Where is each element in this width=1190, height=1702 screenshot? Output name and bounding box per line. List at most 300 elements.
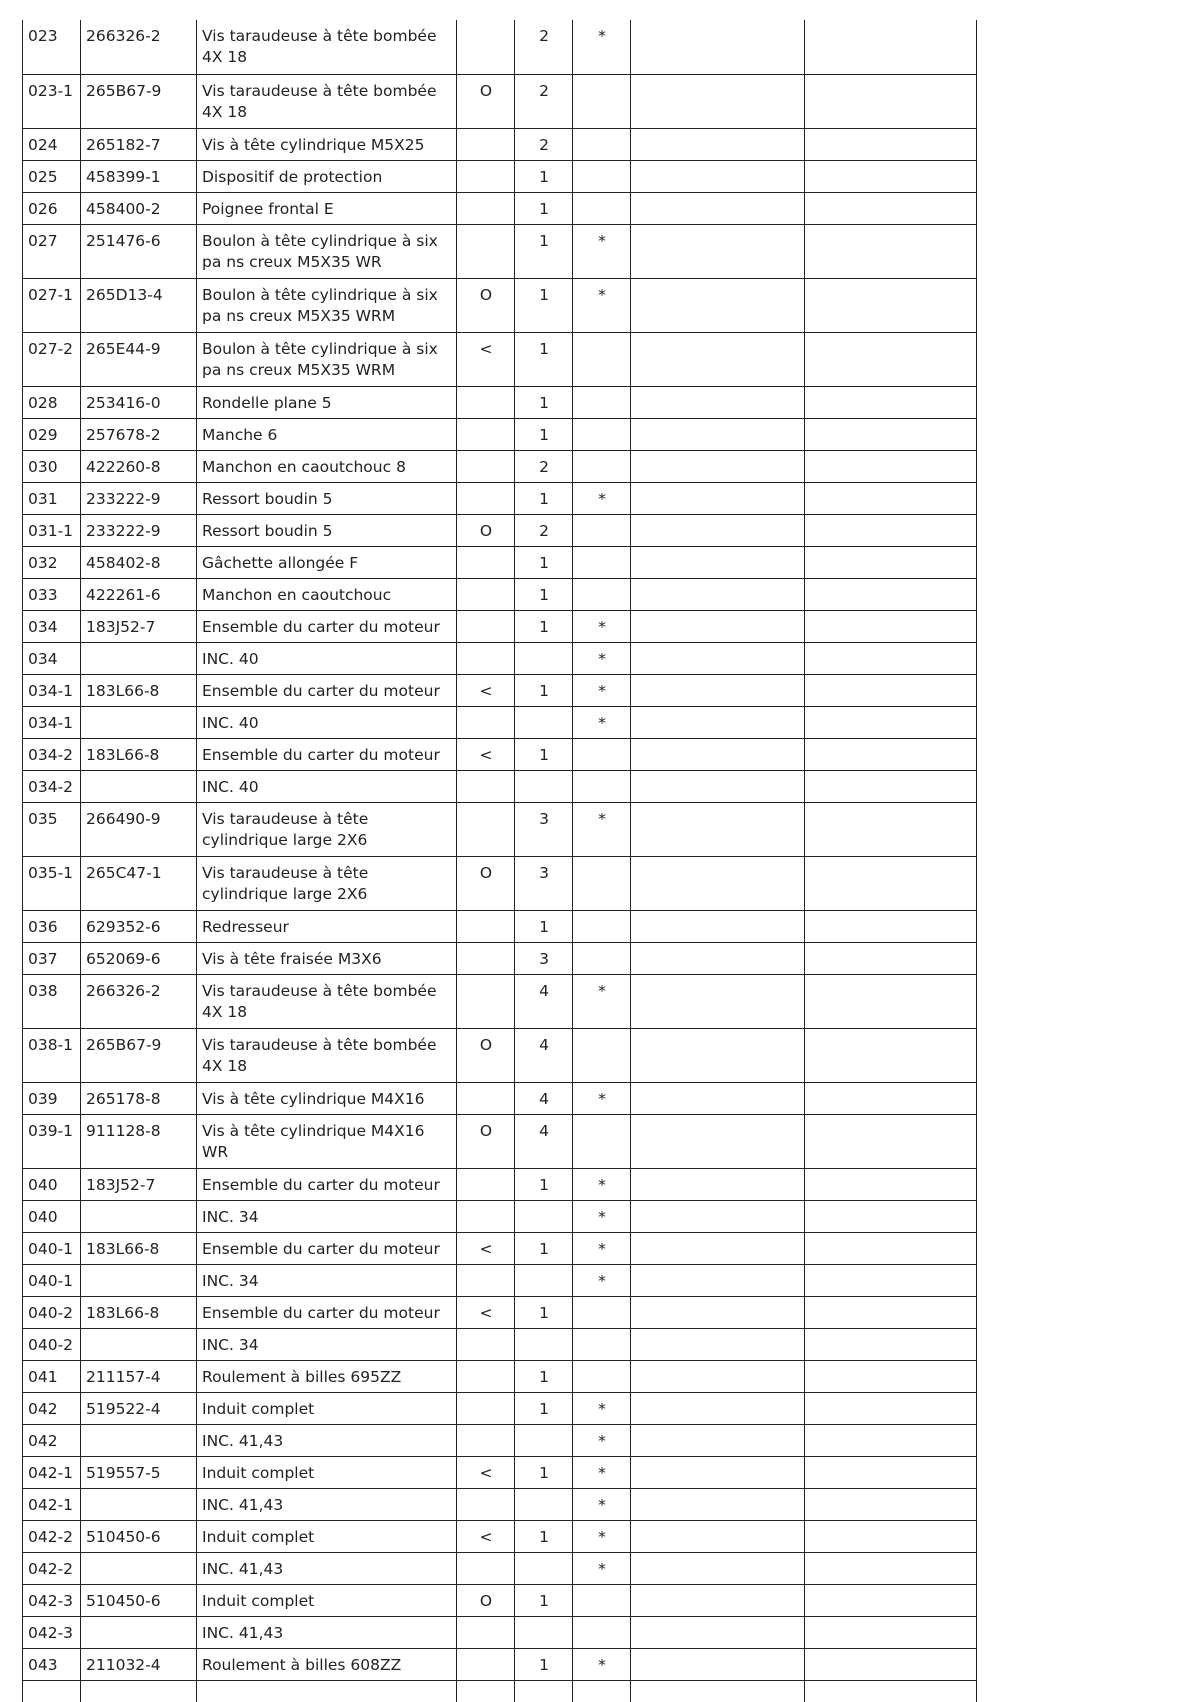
table-row: [23, 20, 977, 74]
description-cell: Induit complet: [197, 1392, 457, 1424]
note-mark-cell: [573, 738, 631, 770]
quantity-cell: 2: [515, 20, 573, 74]
part-number-cell: 265B67-9: [81, 74, 197, 128]
part-number-cell: 422261-6: [81, 578, 197, 610]
quantity-cell: 2: [515, 128, 573, 160]
note-mark-cell: [573, 386, 631, 418]
table-row: [23, 332, 977, 386]
change-flag-cell: [457, 418, 515, 450]
empty-cell: [805, 1680, 977, 1702]
item-number-cell: 035-1: [23, 856, 81, 910]
item-number-cell: 028: [23, 386, 81, 418]
part-number-cell: [81, 706, 197, 738]
description-cell: Induit complet: [197, 1456, 457, 1488]
change-flag-cell: [457, 1200, 515, 1232]
quantity-cell: 1: [515, 332, 573, 386]
item-number-cell: 038: [23, 974, 81, 1028]
note-mark-cell: *: [573, 1082, 631, 1114]
item-number-cell: 027: [23, 224, 81, 278]
quantity-cell: 1: [515, 1296, 573, 1328]
empty-cell: [805, 514, 977, 546]
note-mark-cell: *: [573, 1488, 631, 1520]
table-row: [23, 910, 977, 942]
part-number-cell: 183L66-8: [81, 1296, 197, 1328]
note-mark-cell: [573, 1328, 631, 1360]
quantity-cell: 1: [515, 386, 573, 418]
description-cell: Vis taraudeuse à tête cylindrique large 2X6: [197, 802, 457, 856]
empty-cell: [631, 1232, 805, 1264]
note-mark-cell: [573, 1114, 631, 1168]
description-cell: Ensemble du carter du moteur: [197, 610, 457, 642]
empty-cell: [631, 1028, 805, 1082]
table-row: [23, 942, 977, 974]
empty-cell: [631, 386, 805, 418]
part-number-cell: 253416-0: [81, 386, 197, 418]
empty-cell: [805, 482, 977, 514]
part-number-cell: 211032-4: [81, 1648, 197, 1680]
table-row: [23, 610, 977, 642]
change-flag-cell: [457, 910, 515, 942]
table-row: [23, 546, 977, 578]
empty-cell: [805, 1424, 977, 1456]
quantity-cell: [515, 1264, 573, 1296]
item-number-cell: 030: [23, 450, 81, 482]
change-flag-cell: [457, 1264, 515, 1296]
empty-cell: [631, 942, 805, 974]
item-number-cell: 035: [23, 802, 81, 856]
empty-cell: [805, 674, 977, 706]
note-mark-cell: [573, 192, 631, 224]
change-flag-cell: [457, 1616, 515, 1648]
quantity-cell: 1: [515, 418, 573, 450]
change-flag-cell: [457, 942, 515, 974]
empty-cell: [197, 1680, 457, 1702]
empty-cell: [805, 1168, 977, 1200]
part-number-cell: 183L66-8: [81, 1232, 197, 1264]
table-row: [23, 278, 977, 332]
note-mark-cell: [573, 1028, 631, 1082]
empty-cell: [805, 224, 977, 278]
change-flag-cell: [457, 546, 515, 578]
empty-cell: [805, 942, 977, 974]
description-cell: Redresseur: [197, 910, 457, 942]
empty-cell: [805, 578, 977, 610]
empty-cell: [573, 1680, 631, 1702]
part-number-cell: 183L66-8: [81, 674, 197, 706]
quantity-cell: [515, 1424, 573, 1456]
part-number-cell: 265182-7: [81, 128, 197, 160]
quantity-cell: 1: [515, 278, 573, 332]
empty-cell: [631, 1296, 805, 1328]
item-number-cell: 034: [23, 642, 81, 674]
table-row: [23, 160, 977, 192]
description-cell: INC. 41,43: [197, 1424, 457, 1456]
change-flag-cell: O: [457, 1028, 515, 1082]
part-number-cell: [81, 770, 197, 802]
empty-cell: [631, 332, 805, 386]
empty-cell: [805, 856, 977, 910]
table-row: [23, 1082, 977, 1114]
description-cell: Ensemble du carter du moteur: [197, 674, 457, 706]
empty-cell: [631, 1648, 805, 1680]
part-number-cell: 458402-8: [81, 546, 197, 578]
change-flag-cell: [457, 128, 515, 160]
note-mark-cell: [573, 450, 631, 482]
table-row: [23, 224, 977, 278]
table-row: [23, 1028, 977, 1082]
description-cell: Vis taraudeuse à tête cylindrique large 2X6: [197, 856, 457, 910]
change-flag-cell: O: [457, 856, 515, 910]
note-mark-cell: [573, 128, 631, 160]
part-number-cell: [81, 1424, 197, 1456]
part-number-cell: 233222-9: [81, 482, 197, 514]
description-cell: Dispositif de protection: [197, 160, 457, 192]
note-mark-cell: [573, 1584, 631, 1616]
description-cell: Gâchette allongée F: [197, 546, 457, 578]
empty-cell: [631, 192, 805, 224]
empty-cell: [805, 160, 977, 192]
description-cell: Manchon en caoutchouc 8: [197, 450, 457, 482]
description-cell: Induit complet: [197, 1520, 457, 1552]
empty-cell: [805, 278, 977, 332]
table-row: [23, 1552, 977, 1584]
note-mark-cell: *: [573, 974, 631, 1028]
item-number-cell: 036: [23, 910, 81, 942]
part-number-cell: 265D13-4: [81, 278, 197, 332]
note-mark-cell: *: [573, 1552, 631, 1584]
empty-cell: [631, 224, 805, 278]
part-number-cell: 911128-8: [81, 1114, 197, 1168]
part-number-cell: 251476-6: [81, 224, 197, 278]
parts-table: [22, 20, 977, 1702]
table-row: [23, 192, 977, 224]
change-flag-cell: [457, 1424, 515, 1456]
empty-cell: [631, 1392, 805, 1424]
description-cell: INC. 34: [197, 1200, 457, 1232]
description-cell: Vis taraudeuse à tête bombée 4X 18: [197, 974, 457, 1028]
change-flag-cell: <: [457, 1232, 515, 1264]
note-mark-cell: *: [573, 642, 631, 674]
empty-cell: [805, 610, 977, 642]
empty-cell: [631, 160, 805, 192]
empty-cell: [805, 1456, 977, 1488]
note-mark-cell: *: [573, 802, 631, 856]
item-number-cell: 042-2: [23, 1552, 81, 1584]
quantity-cell: [515, 642, 573, 674]
item-number-cell: 040-1: [23, 1232, 81, 1264]
table-row: [23, 450, 977, 482]
item-number-cell: 033: [23, 578, 81, 610]
table-row: [23, 1488, 977, 1520]
empty-cell: [805, 706, 977, 738]
description-cell: Vis taraudeuse à tête bombée 4X 18: [197, 1028, 457, 1082]
change-flag-cell: [457, 1082, 515, 1114]
item-number-cell: 029: [23, 418, 81, 450]
table-row: [23, 674, 977, 706]
empty-cell: [631, 910, 805, 942]
part-number-cell: 183L66-8: [81, 738, 197, 770]
note-mark-cell: [573, 418, 631, 450]
item-number-cell: 039-1: [23, 1114, 81, 1168]
change-flag-cell: O: [457, 1114, 515, 1168]
item-number-cell: 031: [23, 482, 81, 514]
quantity-cell: 3: [515, 856, 573, 910]
table-row: [23, 1424, 977, 1456]
note-mark-cell: [573, 332, 631, 386]
part-number-cell: [81, 1552, 197, 1584]
part-number-cell: [81, 1616, 197, 1648]
item-number-cell: 042-1: [23, 1456, 81, 1488]
description-cell: INC. 40: [197, 706, 457, 738]
table-row: [23, 578, 977, 610]
table-row: [23, 1648, 977, 1680]
change-flag-cell: [457, 770, 515, 802]
note-mark-cell: [573, 770, 631, 802]
quantity-cell: 1: [515, 546, 573, 578]
item-number-cell: 042-3: [23, 1616, 81, 1648]
quantity-cell: [515, 1488, 573, 1520]
empty-cell: [805, 1264, 977, 1296]
part-number-cell: 266326-2: [81, 20, 197, 74]
change-flag-cell: [457, 1328, 515, 1360]
empty-cell: [805, 1328, 977, 1360]
table-row: [23, 1114, 977, 1168]
empty-cell: [805, 974, 977, 1028]
change-flag-cell: <: [457, 674, 515, 706]
part-number-cell: [81, 642, 197, 674]
description-cell: Manchon en caoutchouc: [197, 578, 457, 610]
change-flag-cell: <: [457, 332, 515, 386]
description-cell: Ensemble du carter du moteur: [197, 1296, 457, 1328]
item-number-cell: 042-2: [23, 1520, 81, 1552]
empty-cell: [631, 1488, 805, 1520]
change-flag-cell: [457, 160, 515, 192]
change-flag-cell: [457, 1552, 515, 1584]
description-cell: Boulon à tête cylindrique à six pa ns creux M5X35 WRM: [197, 278, 457, 332]
description-cell: Ressort boudin 5: [197, 482, 457, 514]
item-number-cell: 040-2: [23, 1296, 81, 1328]
quantity-cell: 1: [515, 1648, 573, 1680]
table-row: [23, 1168, 977, 1200]
empty-cell: [805, 1114, 977, 1168]
description-cell: Manche 6: [197, 418, 457, 450]
quantity-cell: 2: [515, 450, 573, 482]
item-number-cell: 025: [23, 160, 81, 192]
description-cell: INC. 40: [197, 642, 457, 674]
item-number-cell: 040: [23, 1168, 81, 1200]
table-row: [23, 482, 977, 514]
table-row: [23, 1200, 977, 1232]
note-mark-cell: *: [573, 1456, 631, 1488]
part-number-cell: 519557-5: [81, 1456, 197, 1488]
part-number-cell: [81, 1264, 197, 1296]
item-number-cell: 027-1: [23, 278, 81, 332]
change-flag-cell: O: [457, 74, 515, 128]
empty-cell: [631, 770, 805, 802]
table-row: [23, 706, 977, 738]
quantity-cell: 3: [515, 802, 573, 856]
quantity-cell: [515, 706, 573, 738]
item-number-cell: 032: [23, 546, 81, 578]
quantity-cell: 1: [515, 1456, 573, 1488]
change-flag-cell: [457, 1360, 515, 1392]
empty-cell: [805, 1520, 977, 1552]
empty-cell: [23, 1680, 81, 1702]
note-mark-cell: *: [573, 674, 631, 706]
table-row: [23, 770, 977, 802]
part-number-cell: 458400-2: [81, 192, 197, 224]
empty-cell: [631, 20, 805, 74]
part-number-cell: 422260-8: [81, 450, 197, 482]
item-number-cell: 034-2: [23, 770, 81, 802]
table-row: [23, 1264, 977, 1296]
table-row: [23, 1520, 977, 1552]
table-row: [23, 738, 977, 770]
description-cell: Ressort boudin 5: [197, 514, 457, 546]
note-mark-cell: *: [573, 1648, 631, 1680]
note-mark-cell: [573, 160, 631, 192]
empty-cell: [631, 418, 805, 450]
change-flag-cell: [457, 1168, 515, 1200]
change-flag-cell: [457, 974, 515, 1028]
change-flag-cell: <: [457, 1520, 515, 1552]
table-row: [23, 386, 977, 418]
empty-cell: [805, 802, 977, 856]
part-number-cell: 652069-6: [81, 942, 197, 974]
note-mark-cell: [573, 856, 631, 910]
description-cell: INC. 40: [197, 770, 457, 802]
empty-cell: [631, 1680, 805, 1702]
description-cell: Vis à tête cylindrique M4X16: [197, 1082, 457, 1114]
note-mark-cell: *: [573, 1168, 631, 1200]
table-row: [23, 1328, 977, 1360]
empty-cell: [805, 1232, 977, 1264]
quantity-cell: 1: [515, 674, 573, 706]
empty-cell: [805, 1552, 977, 1584]
empty-cell: [631, 546, 805, 578]
item-number-cell: 034: [23, 610, 81, 642]
table-row: [23, 1232, 977, 1264]
part-number-cell: 257678-2: [81, 418, 197, 450]
empty-cell: [805, 1616, 977, 1648]
change-flag-cell: <: [457, 1296, 515, 1328]
empty-cell: [631, 514, 805, 546]
empty-cell: [805, 1296, 977, 1328]
empty-cell: [631, 1328, 805, 1360]
empty-cell: [631, 450, 805, 482]
item-number-cell: 023-1: [23, 74, 81, 128]
description-cell: Roulement à billes 695ZZ: [197, 1360, 457, 1392]
empty-cell: [631, 642, 805, 674]
table-row: [23, 418, 977, 450]
empty-cell: [515, 1680, 573, 1702]
description-cell: Poignee frontal E: [197, 192, 457, 224]
empty-cell: [805, 332, 977, 386]
change-flag-cell: [457, 450, 515, 482]
quantity-cell: [515, 1200, 573, 1232]
note-mark-cell: *: [573, 278, 631, 332]
quantity-cell: 4: [515, 1082, 573, 1114]
note-mark-cell: [573, 942, 631, 974]
change-flag-cell: [457, 578, 515, 610]
table-row: [23, 856, 977, 910]
quantity-cell: 1: [515, 1168, 573, 1200]
empty-cell: [631, 1552, 805, 1584]
quantity-cell: 1: [515, 1392, 573, 1424]
description-cell: Roulement à billes 608ZZ: [197, 1648, 457, 1680]
empty-cell: [805, 1200, 977, 1232]
description-cell: INC. 34: [197, 1328, 457, 1360]
note-mark-cell: *: [573, 1264, 631, 1296]
description-cell: Vis à tête cylindrique M4X16 WR: [197, 1114, 457, 1168]
empty-cell: [805, 1648, 977, 1680]
table-row: [23, 1456, 977, 1488]
quantity-cell: 1: [515, 738, 573, 770]
part-number-cell: 458399-1: [81, 160, 197, 192]
item-number-cell: 031-1: [23, 514, 81, 546]
note-mark-cell: [573, 546, 631, 578]
item-number-cell: 024: [23, 128, 81, 160]
note-mark-cell: [573, 578, 631, 610]
table-row: [23, 74, 977, 128]
quantity-cell: [515, 770, 573, 802]
note-mark-cell: [573, 514, 631, 546]
table-row: [23, 1680, 977, 1702]
part-number-cell: 265E44-9: [81, 332, 197, 386]
note-mark-cell: *: [573, 224, 631, 278]
empty-cell: [805, 1360, 977, 1392]
quantity-cell: 1: [515, 1232, 573, 1264]
item-number-cell: 027-2: [23, 332, 81, 386]
note-mark-cell: [573, 1616, 631, 1648]
empty-cell: [457, 1680, 515, 1702]
empty-cell: [631, 278, 805, 332]
description-cell: Vis à tête cylindrique M5X25: [197, 128, 457, 160]
table-row: [23, 514, 977, 546]
quantity-cell: 4: [515, 1028, 573, 1082]
change-flag-cell: O: [457, 278, 515, 332]
empty-cell: [805, 386, 977, 418]
description-cell: Ensemble du carter du moteur: [197, 1168, 457, 1200]
empty-cell: [631, 482, 805, 514]
item-number-cell: 042-1: [23, 1488, 81, 1520]
change-flag-cell: O: [457, 1584, 515, 1616]
quantity-cell: 2: [515, 514, 573, 546]
note-mark-cell: [573, 1360, 631, 1392]
empty-cell: [631, 1082, 805, 1114]
table-row: [23, 1296, 977, 1328]
note-mark-cell: *: [573, 610, 631, 642]
item-number-cell: 042-3: [23, 1584, 81, 1616]
item-number-cell: 043: [23, 1648, 81, 1680]
quantity-cell: 1: [515, 1520, 573, 1552]
quantity-cell: 2: [515, 74, 573, 128]
note-mark-cell: [573, 910, 631, 942]
empty-cell: [805, 74, 977, 128]
table-row: [23, 642, 977, 674]
table-row: [23, 1616, 977, 1648]
empty-cell: [631, 610, 805, 642]
item-number-cell: 041: [23, 1360, 81, 1392]
table-row: [23, 802, 977, 856]
quantity-cell: 1: [515, 1584, 573, 1616]
empty-cell: [805, 1488, 977, 1520]
description-cell: Boulon à tête cylindrique à six pa ns creux M5X35 WR: [197, 224, 457, 278]
empty-cell: [631, 1584, 805, 1616]
empty-cell: [805, 1082, 977, 1114]
note-mark-cell: *: [573, 20, 631, 74]
part-number-cell: 265178-8: [81, 1082, 197, 1114]
